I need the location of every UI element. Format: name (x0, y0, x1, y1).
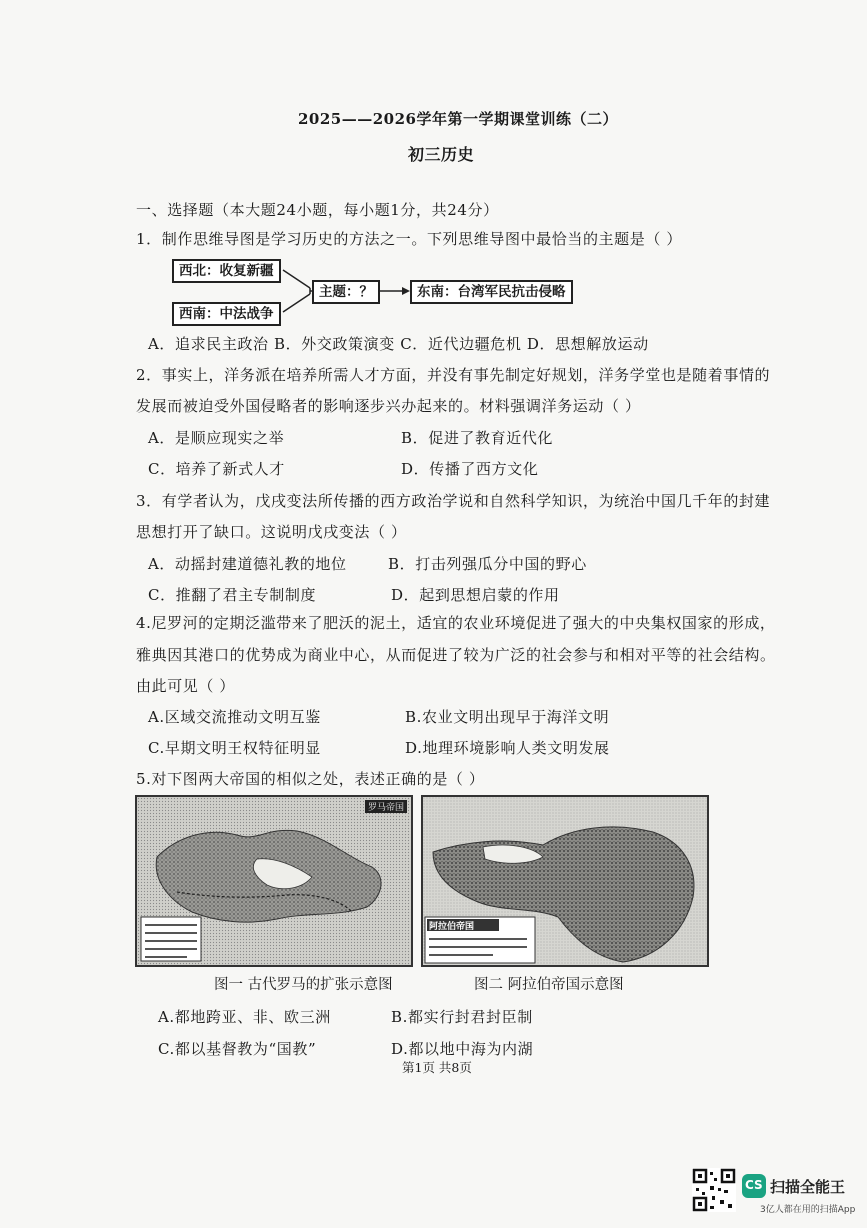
roman-empire-map-graphic (137, 797, 411, 965)
question-1-options: A．追求民主政治 B．外交政策演变 C．近代边疆危机 D．思想解放运动 (148, 335, 649, 353)
question-2-line-1: 2．事实上，洋务派在培养所需人才方面，并没有事先制定好规划，洋务学堂也是随着事情的 (136, 366, 771, 384)
scanner-tagline: 3亿人都在用的扫描App (760, 1205, 856, 1215)
question-5-option-a: A.都地跨亚、非、欧三洲 (158, 1008, 331, 1026)
roman-map-corner-label: 罗马帝国 (365, 800, 407, 813)
question-2-line-2: 发展而被迫受外国侵略者的影响逐步兴办起来的。材料强调洋务运动（ ） (136, 397, 641, 415)
exam-title: 2025——2026学年第一学期课堂训练（二） (298, 110, 618, 128)
mind-map-southeast-box: 东南：台湾军民抗击侵略 (410, 280, 573, 304)
exam-subject: 初三历史 (408, 145, 475, 164)
mind-map-northwest-box: 西北：收复新疆 (172, 259, 281, 283)
question-4-option-a: A.区域交流推动文明互鉴 (148, 708, 321, 726)
map-1-caption: 图一 古代罗马的扩张示意图 (214, 977, 393, 993)
roman-empire-map (135, 795, 413, 967)
page-number: 第1页 共8页 (402, 1060, 472, 1075)
qr-code-icon (692, 1168, 736, 1212)
question-3-line-2: 思想打开了缺口。这说明戊戌变法（ ） (136, 523, 407, 541)
question-1-stem: 1．制作思维导图是学习历史的方法之一。下列思维导图中最恰当的主题是（ ） (136, 230, 682, 248)
question-5-stem: 5.对下图两大帝国的相似之处，表述正确的是（ ） (136, 770, 485, 788)
question-4-option-b: B.农业文明出现早于海洋文明 (405, 708, 610, 726)
question-2-option-d: D．传播了西方文化 (401, 460, 539, 478)
arab-empire-map (421, 795, 709, 967)
question-4-option-c: C.早期文明王权特征明显 (148, 739, 321, 757)
question-5-option-b: B.都实行封君封臣制 (391, 1008, 533, 1026)
question-2-option-b: B．促进了教育近代化 (401, 429, 554, 447)
mind-map-theme-box: 主题：？ (312, 280, 380, 304)
arab-empire-map-graphic (423, 797, 707, 965)
arab-map-legend-title: 阿拉伯帝国 (429, 922, 475, 932)
question-2-option-a: A．是顺应现实之举 (148, 429, 285, 447)
section-heading: 一、选择题（本大题24小题，每小题1分，共24分） (136, 201, 499, 219)
question-3-option-d: D．起到思想启蒙的作用 (391, 586, 560, 604)
question-3-option-a: A．动摇封建道德礼教的地位 (148, 555, 347, 573)
question-4-line-2: 雅典因其港口的优势成为商业中心，从而促进了较为广泛的社会参与和相对平等的社会结构。 (136, 646, 776, 664)
question-3-line-1: 3．有学者认为，戊戌变法所传播的西方政治学说和自然科学知识，为统治中国几千年的封建 (136, 492, 771, 510)
scanner-brand: 扫描全能王 (770, 1178, 846, 1196)
map-2-caption: 图二 阿拉伯帝国示意图 (474, 977, 624, 993)
question-3-option-b: B．打击列强瓜分中国的野心 (388, 555, 587, 573)
question-5-option-d: D.都以地中海为内湖 (391, 1040, 534, 1058)
question-5-option-c: C.都以基督教为“国教” (158, 1040, 317, 1058)
question-4-option-d: D.地理环境影响人类文明发展 (405, 739, 610, 757)
question-2-option-c: C．培养了新式人才 (148, 460, 285, 478)
question-4-line-1: 4.尼罗河的定期泛滥带来了肥沃的泥土，适宜的农业环境促进了强大的中央集权国家的形成， (136, 614, 776, 632)
scanner-logo-icon: CS (742, 1174, 766, 1198)
question-3-option-c: C．推翻了君主专制制度 (148, 586, 317, 604)
mind-map-southwest-box: 西南：中法战争 (172, 302, 281, 326)
question-4-line-3: 由此可见（ ） (136, 677, 235, 695)
